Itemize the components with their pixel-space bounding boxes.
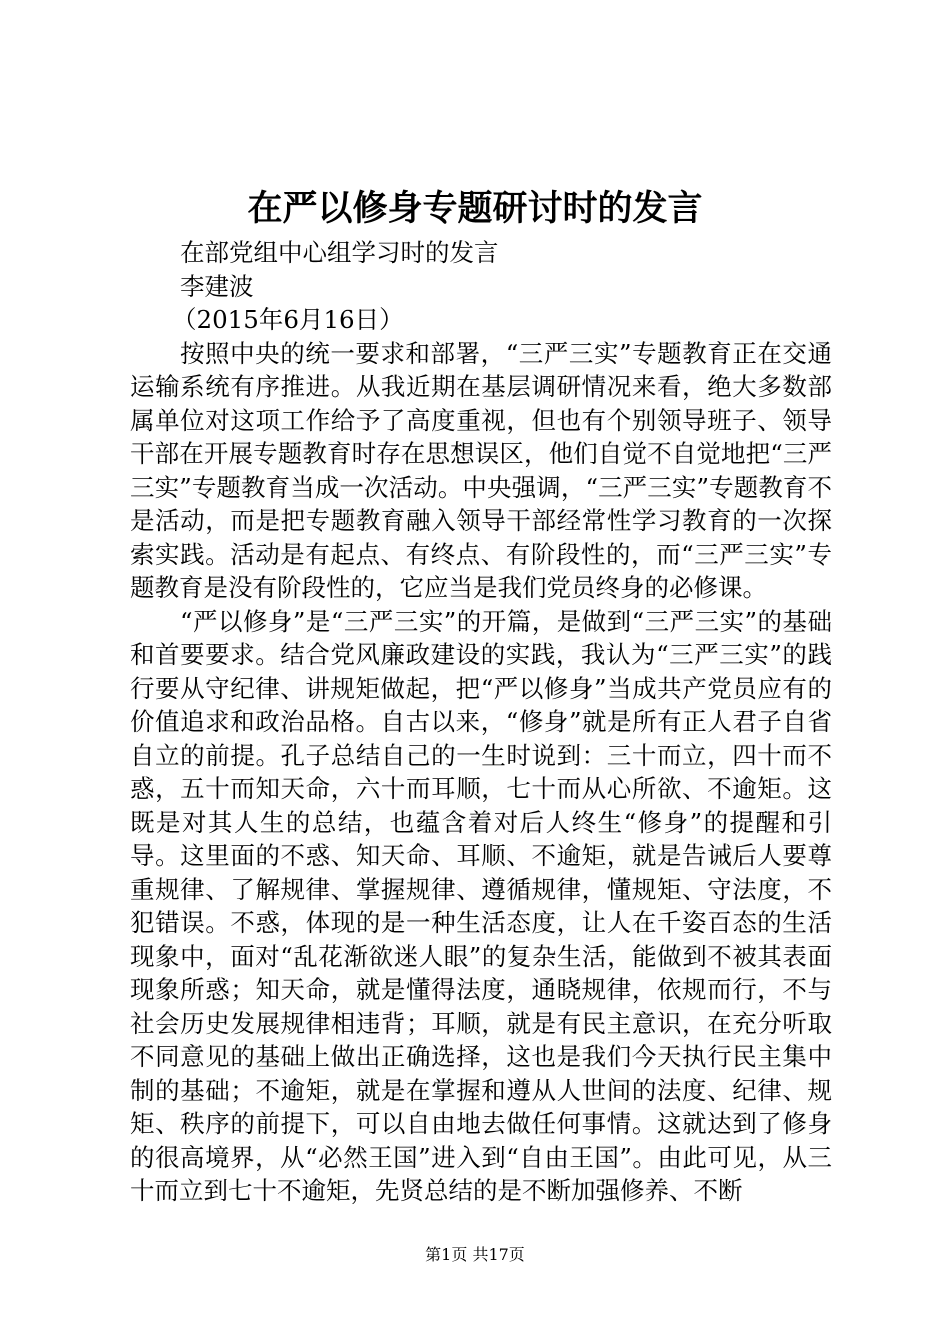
body-paragraph: 按照中央的统一要求和部署，“三严三实”专题教育正在交通运输系统有序推进。从我近期在基层调研情况来看，绝大多数部属单位对这项工作给予了高度重视，但也有个别领导班子、领导干部在开展专题教育时存在思想误区，他们自觉不自觉地把“三严三实”专题教育当成一次活动。中央强调，“三严三实”专题教育不是活动，而是把专题教育融入领导干部经常性学习教育的一次探索实践。活动是有起点、有终点、有阶段性的，而“三严三实”专题教育是没有阶段性的，它应当是我们党员终身的必修课。 — [130, 338, 832, 602]
body-paragraph: “严以修身”是“三严三实”的开篇，是做到“三严三实”的基础和首要要求。结合党风廉政建设的实践，我认为“三严三实”的践行要从守纪律、讲规矩做起，把“严以修身”当成共产党员应有的价值追求和政治品格。自古以来，“修身”就是所有正人君子自省自立的前提。孔子总结自己的一生时说到：三十而立，四十而不惑，五十而知天命，六十而耳顺，七十而从心所欲、不逾矩。这既是对其人生的总结，也蕴含着对后人终生“修身”的提醒和引导。这里面的不惑、知天命、耳顺、不逾矩，就是告诫后人要尊重规律、了解规律、掌握规律、遵循规律，懂规矩、守法度，不犯错误。不惑，体现的是一种生活态度，让人在千姿百态的生活现象中，面对“乱花渐欲迷人眼”的复杂生活，能做到不被其表面现象所惑；知天命，就是懂得法度，通晓规律，依规而行，不与社会历史发展规律相违背；耳顺，就是有民主意识，在充分听取不同意见的基础上做出正确选择，这也是我们今天执行民主集中制的基础；不逾矩，就是在掌握和遵从人世间的法度、纪律、规矩、秩序的前提下，可以自由地去做任何事情。这就达到了修身的很高境界，从“必然王国”进入到“自由王国”。由此可见，从三十而立到七十不逾矩，先贤总结的是不断加强修养、不断 — [130, 606, 832, 1205]
document-title: 在严以修身专题研讨时的发言 — [247, 188, 703, 229]
document-subtitle: 在部党组中心组学习时的发言 — [180, 238, 499, 267]
document-date: （2015年6月16日） — [172, 305, 404, 334]
document-author: 李建波 — [180, 271, 254, 301]
page-number-footer: 第1页 共17页 — [425, 1245, 525, 1264]
document-body — [130, 236, 832, 1208]
